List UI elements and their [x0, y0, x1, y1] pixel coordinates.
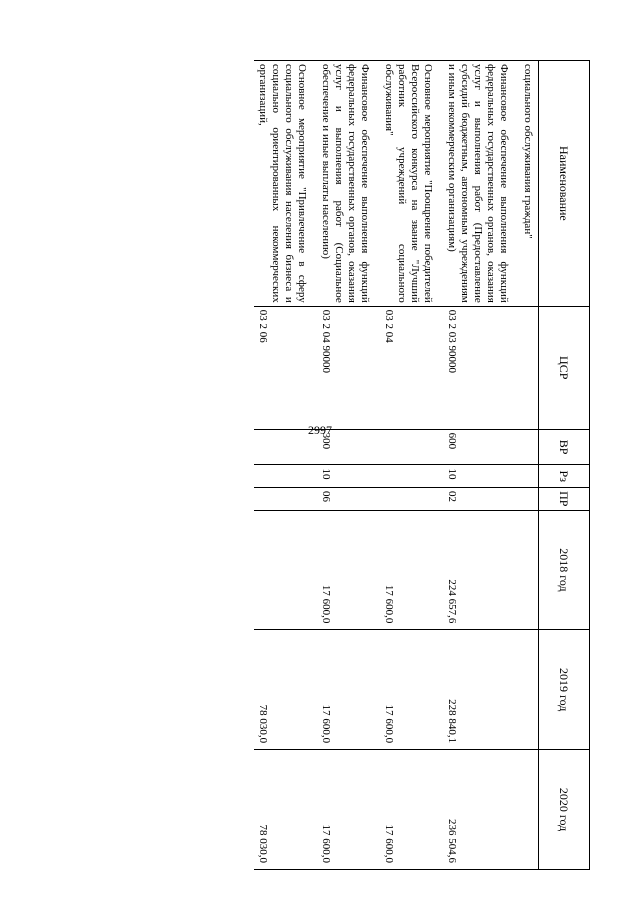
table-row: [443, 61, 511, 870]
row-name: социального обслуживания граждан": [519, 61, 539, 307]
row-2020: 17 600,0: [317, 750, 372, 870]
header-2020: 2020 год: [539, 750, 590, 870]
row-rz: [380, 465, 435, 488]
header-vr: ВР: [539, 429, 590, 465]
table-header-row: [539, 61, 590, 870]
row-csr: 03 2 03 90000: [443, 306, 511, 429]
row-vr: 600: [443, 429, 511, 465]
row-2020: 78 030,0: [254, 750, 309, 870]
row-pr: [380, 487, 435, 510]
row-2019: 17 600,0: [380, 630, 435, 750]
header-2019: 2019 год: [539, 630, 590, 750]
row-2020: 236 504,6: [443, 750, 511, 870]
row-rz: 10: [443, 465, 511, 488]
header-name: Наименование: [539, 61, 590, 307]
row-pr: 02: [443, 487, 511, 510]
row-name: Основное мероприятие "Поощрение победителей Всероссийского конкурса на звание "Лучший работник учреждений социального обслуживания": [380, 61, 435, 307]
header-csr: ЦСР: [539, 306, 590, 429]
rotated-table-wrapper: [60, 60, 590, 870]
row-vr: 300: [317, 429, 372, 465]
budget-table: [254, 60, 590, 870]
row-csr: 03 2 04: [380, 306, 435, 429]
row-pr: [519, 487, 539, 510]
row-2018: 17 600,0: [317, 510, 372, 630]
row-name: Финансовое обеспечение выполнения функций федеральных государственных органов, оказания услуг и выполнения работ (Социальное обеспечение и иные выплаты населению): [317, 61, 372, 307]
row-rz: 10: [317, 465, 372, 488]
row-csr: 03 2 04 90000: [317, 306, 372, 429]
row-vr: [519, 429, 539, 465]
header-2018: 2018 год: [539, 510, 590, 630]
row-2018: 17 600,0: [380, 510, 435, 630]
row-rz: [254, 465, 309, 488]
page-number: 2997: [308, 423, 332, 437]
table-row: [317, 61, 372, 870]
row-rz: [519, 465, 539, 488]
row-2018: [254, 510, 309, 630]
row-2020: [519, 750, 539, 870]
table-row: [519, 61, 539, 870]
row-vr: [254, 429, 309, 465]
row-2018: [519, 510, 539, 630]
row-pr: 06: [317, 487, 372, 510]
header-rz: Рз: [539, 465, 590, 488]
row-csr: 03 2 06: [254, 306, 309, 429]
header-pr: ПР: [539, 487, 590, 510]
row-name: Финансовое обеспечение выполнения функций федеральных государственных органов, оказания услуг и выполнения работ (Предоставление субсидий бюджетным, автономным учреждениям и иным некоммерческим организациям): [443, 61, 511, 307]
row-vr: [380, 429, 435, 465]
row-2019: 228 840,1: [443, 630, 511, 750]
row-2019: 78 030,0: [254, 630, 309, 750]
row-name: Основное мероприятие "Привлечение в сферу социального обслуживания населения бизнеса и социально ориентированных некоммерческих организаций,: [254, 61, 309, 307]
row-2020: 17 600,0: [380, 750, 435, 870]
row-csr: [519, 306, 539, 429]
table-row: [380, 61, 435, 870]
table-row: [254, 61, 309, 870]
row-2018: 224 657,6: [443, 510, 511, 630]
row-2019: [519, 630, 539, 750]
row-pr: [254, 487, 309, 510]
row-2019: 17 600,0: [317, 630, 372, 750]
